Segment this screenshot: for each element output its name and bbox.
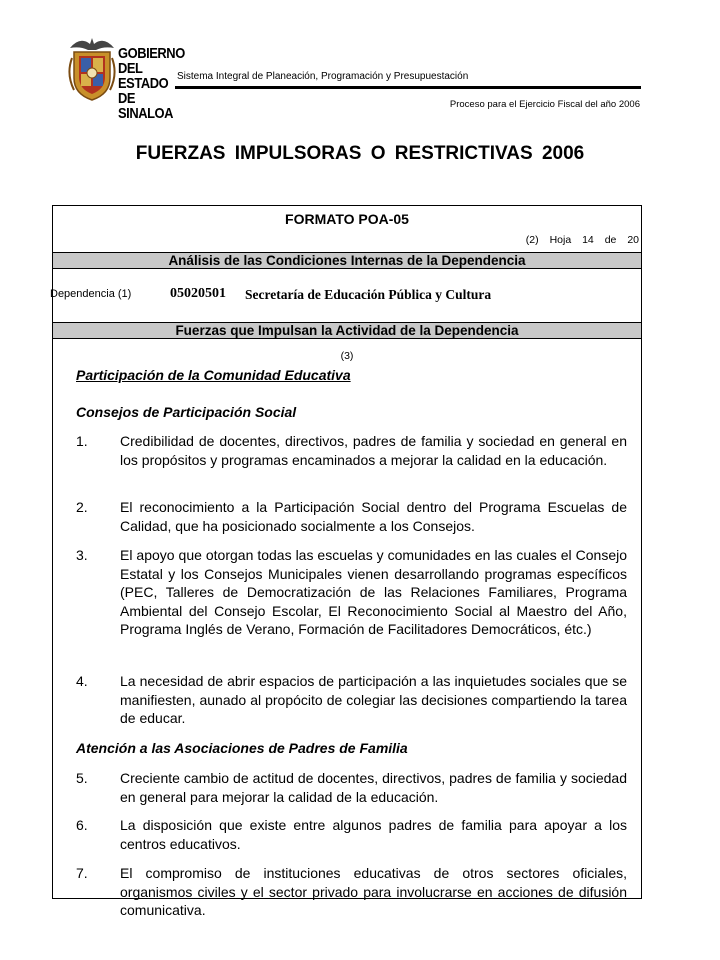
dependencia-code: 05020501 [170, 286, 226, 301]
hoja-number: 14 [582, 234, 594, 246]
list-item [76, 432, 627, 469]
item-number: 2. [76, 499, 88, 515]
logo-line-2: DEL ESTADO [118, 60, 169, 92]
subheading-asociaciones: Atención a las Asociaciones de Padres de Familia [76, 740, 408, 756]
item-text: Credibilidad de docentes, directivos, padres de familia y sociedad en general en los propósitos y programas encaminados a mejorar la calidad en la educación. [120, 433, 627, 468]
note-3: (3) [340, 350, 354, 362]
hoja-total: 20 [627, 234, 639, 246]
section-band-fuerzas: Fuerzas que Impulsan la Actividad de la Dependencia [53, 322, 641, 339]
item-number: 1. [76, 433, 88, 449]
item-text: Creciente cambio de actitud de docentes, directivos, padres de familia y sociedad en general para mejorar la calidad de la educación. [120, 770, 627, 805]
header-rule [175, 86, 641, 89]
item-text: La disposición que existe entre algunos padres de familia para apoyar a los centros educativos. [120, 817, 627, 852]
list-item [76, 769, 627, 806]
logo-line-1: GOBIERNO [118, 45, 185, 62]
page-counter [518, 234, 639, 246]
item-number: 4. [76, 673, 88, 689]
item-text: El compromiso de instituciones educativas de otros sectores oficiales, organismos civiles y el sector privado para involucrarse en acciones de difusión comunicativa. [120, 865, 627, 918]
item-text: El reconocimiento a la Participación Social dentro del Programa Escuelas de Calidad, que ha posicionado socialmente a los Consejos. [120, 499, 627, 534]
list-item [76, 546, 627, 639]
item-text: El apoyo que otorgan todas las escuelas y comunidades en las cuales el Consejo Estatal y los Consejos Municipales vienen desarrollando programas específicos (PEC, Talleres de Democratización de las Relaciones Familiares, Programa Ambiental del Consejo Escolar, El Reconocimiento Social al Maestro del Año, Programa Inglés de Verano, Formación de Facilitadores Democráticos, étc.) [120, 547, 627, 637]
item-number: 7. [76, 865, 88, 881]
list-item [76, 864, 627, 920]
item-number: 5. [76, 770, 88, 786]
page-title: FUERZAS IMPULSORAS O RESTRICTIVAS 2006 [135, 143, 585, 164]
item-text: La necesidad de abrir espacios de participación a las inquietudes sociales que se manifiesten, aunado al propócito de colegiar las decisiones compartiendo la tarea de educar. [120, 673, 627, 726]
subheading-consejos: Consejos de Participación Social [76, 404, 297, 420]
sinaloa-coat-of-arms-icon [66, 34, 118, 102]
hoja-label: Hoja [549, 234, 572, 246]
logo-line-3: DE SINALOA [118, 90, 174, 122]
note-2: (2) [525, 234, 539, 246]
item-number: 3. [76, 547, 88, 563]
section-band-analisis: Análisis de las Condiciones Internas de la Dependencia [53, 252, 641, 269]
item-number: 6. [76, 817, 88, 833]
de-label: de [604, 234, 617, 246]
process-text: Proceso para el Ejercicio Fiscal del año 2006 [449, 99, 640, 110]
list-item [76, 498, 627, 535]
list-item [76, 672, 627, 728]
logo-wordmark [118, 45, 185, 122]
system-title: Sistema Integral de Planeación, Programación y Presupuestación [177, 71, 469, 82]
list-item [76, 816, 627, 853]
formato-label: FORMATO POA-05 [285, 211, 409, 227]
section-title: Participación de la Comunidad Educativa [76, 367, 351, 383]
dependencia-label: Dependencia (1) [50, 288, 132, 300]
dependencia-name: Secretaría de Educación Pública y Cultura [245, 287, 492, 302]
